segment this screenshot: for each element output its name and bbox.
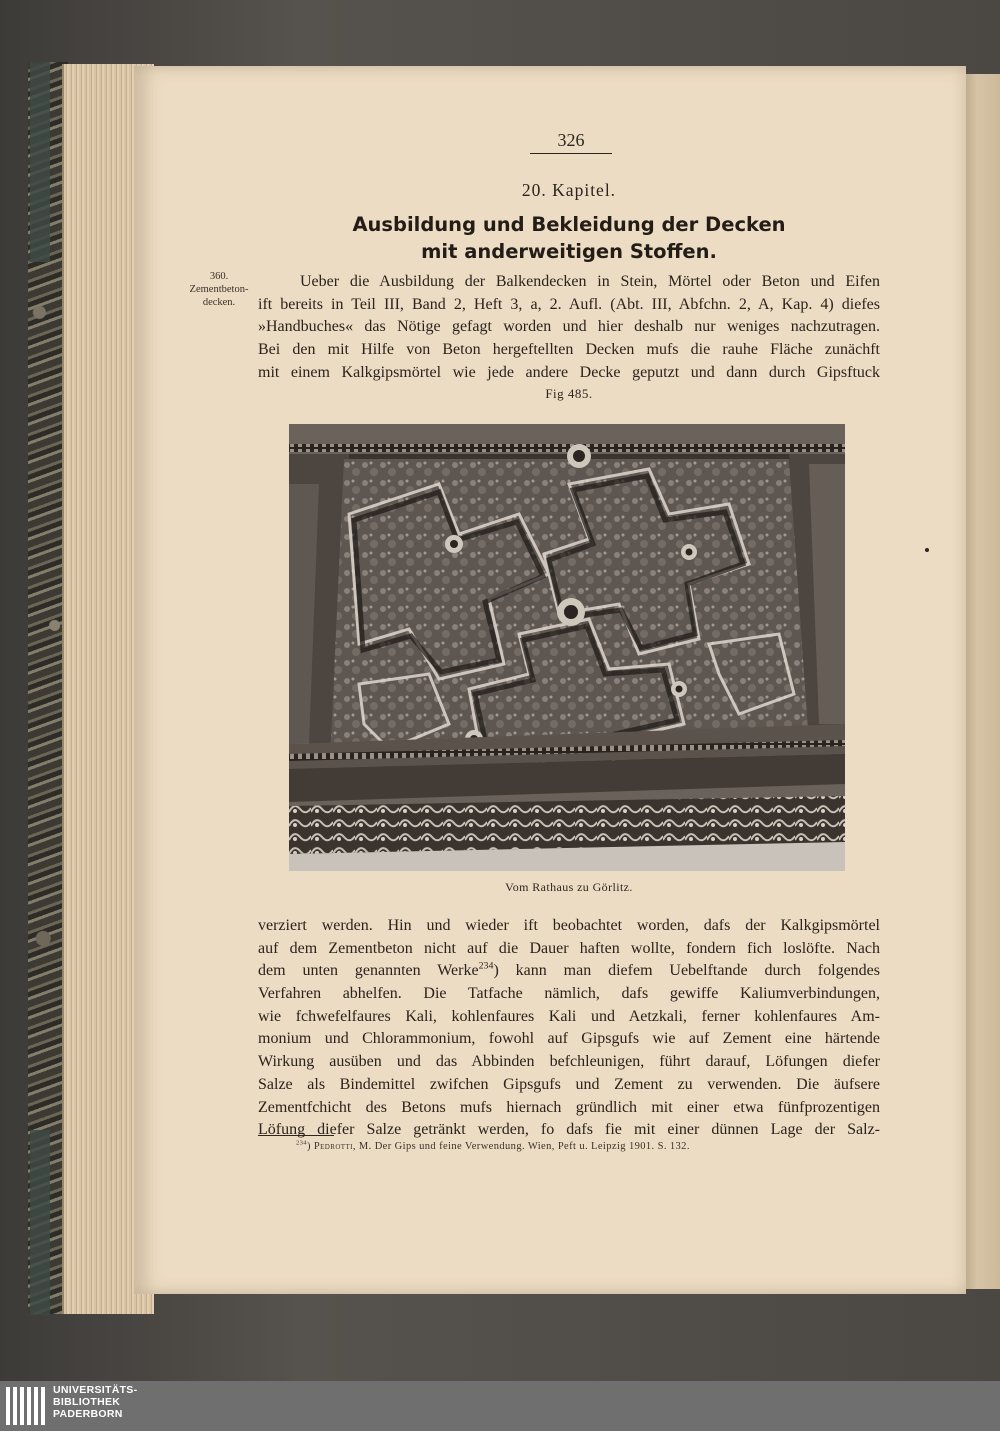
text-line-with-footnote bbox=[258, 960, 880, 983]
text-line: »Handbuches« das Nötige gefagt worden und hier deshalb nur weniges nachzutragen. bbox=[258, 318, 880, 336]
text-segment: dem unten genannten Werke bbox=[258, 962, 479, 980]
footnote-rule bbox=[258, 1135, 334, 1136]
margin-note-line: decken. bbox=[202, 297, 236, 308]
text-line: Verfahren abhelfen. Die Tatfache nämlich, dafs gewiffe Kaliumverbindungen, bbox=[258, 985, 880, 1003]
page-speck bbox=[925, 548, 929, 552]
margin-note-number: 360. bbox=[209, 271, 229, 282]
figure-label: Fig 485. bbox=[545, 386, 593, 401]
heading-line: mit anderweitigen Stoffen. bbox=[421, 240, 717, 263]
paragraph-1 bbox=[258, 271, 880, 384]
text-line: Ueber die Ausbildung der Balkendecken in Stein, Mörtel oder Beton und Eifen bbox=[300, 273, 880, 290]
footnote-text: , M. Der Gips und feine Verwendung. Wien, Peft u. Leipzig 1901. S. 132. bbox=[352, 1141, 690, 1152]
text-line: verziert werden. Hin und wieder ift beobachtet worden, dafs der Kalkgipsmörtel bbox=[258, 917, 880, 934]
figure-caption: Vom Rathaus zu Görlitz. bbox=[505, 880, 633, 894]
footnote-author: Pedrotti bbox=[313, 1141, 353, 1152]
library-logo-icon bbox=[6, 1387, 46, 1425]
cover-spine-bottom bbox=[30, 1130, 50, 1315]
cover-spine-top bbox=[30, 62, 50, 262]
footnote-text-segment: ) bbox=[306, 1141, 314, 1152]
text-line: ift bereits in Teil III, Band 2, Heft 3, a, 2. Aufl. (Abt. III, Abfchn. 2, A, Kap. 4) diefes bbox=[258, 295, 880, 313]
margin-note-line: Zementbeton- bbox=[189, 284, 249, 295]
text-line: wie fchwefelfaures Kali, kohlenfaures Kali und Aetzkali, ferner kohlenfaures Am- bbox=[258, 1007, 880, 1025]
text-line: monium und Chlorammonium, fowohl auf Gipsgufs wie auf Zement eine härtende bbox=[258, 1030, 880, 1048]
text-line: Bei den mit Hilfe von Beton hergeftellten Decken mufs die rauhe Fläche zunächft bbox=[258, 341, 880, 359]
ceiling-photograph bbox=[289, 424, 845, 871]
text-line: auf dem Zementbeton nicht auf die Dauer haften wollte, fondern fich loslöfte. Nach bbox=[258, 939, 880, 957]
next-page-edge bbox=[962, 74, 1000, 1289]
chapter-label: 20. Kapitel. bbox=[521, 180, 617, 200]
section-heading bbox=[258, 211, 880, 265]
heading-line: Ausbildung und Bekleidung der Decken bbox=[352, 213, 786, 236]
text-line: mit einem Kalkgipsmörtel wie jede andere Decke geputzt und dann durch Gipsftuck bbox=[258, 363, 880, 381]
text-line: Wirkung ausüben und das Abbinden befchleunigen, führt darauf, Löfungen diefer bbox=[258, 1053, 880, 1071]
library-name-line: BIBLIOTHEK bbox=[53, 1396, 121, 1408]
library-name bbox=[53, 1384, 173, 1420]
text-line: Salze als Bindemittel zwifchen Gipsgufs und Zement zu verwenden. Die äufsere bbox=[258, 1075, 880, 1093]
text-segment: ) kann man diefem Uebelftande durch folgendes bbox=[493, 962, 880, 980]
margin-note bbox=[178, 270, 260, 309]
footnote-number: 234 bbox=[296, 1139, 307, 1147]
paragraph-2 bbox=[258, 915, 880, 1142]
text-line: Löfung diefer Salze getränkt werden, fo dafs fie mit einer dünnen Lage der Salz- bbox=[258, 1121, 880, 1139]
footnote bbox=[296, 1141, 856, 1152]
text-line: Zementfchicht des Betons mufs hiernach gründlich mit einer etwa fünfprozentigen bbox=[258, 1098, 880, 1116]
footnote-reference: 234 bbox=[478, 961, 494, 973]
library-name-line: UNIVERSITÄTS- bbox=[53, 1384, 138, 1396]
library-name-line: PADERBORN bbox=[53, 1408, 123, 1420]
page-number: 326 bbox=[530, 130, 612, 154]
